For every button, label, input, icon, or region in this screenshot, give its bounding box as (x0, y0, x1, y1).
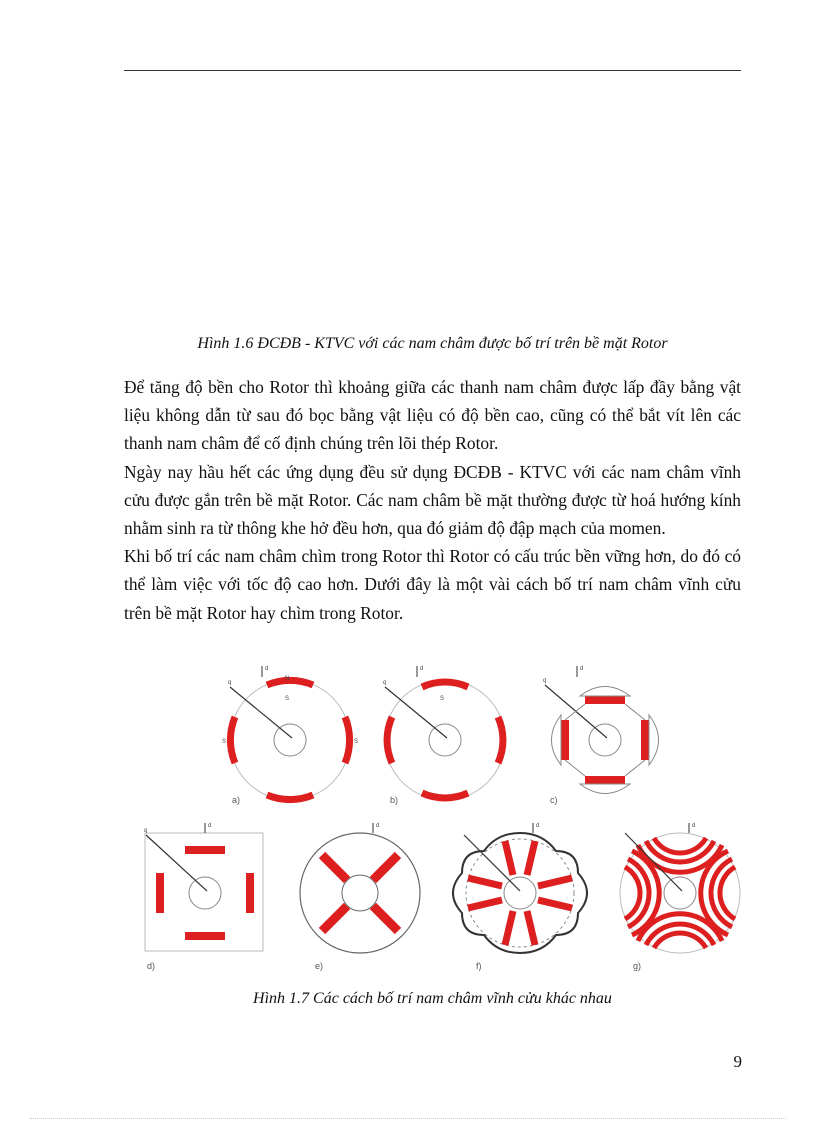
rotor-diagram-c (545, 666, 659, 794)
axis-q-label-c: q (543, 678, 547, 684)
sub-label-f: f) (476, 961, 482, 971)
pole-label-a-s: S (285, 696, 290, 702)
pole-label-a-n: N (285, 676, 290, 682)
footer-dotted-rule (30, 1118, 786, 1119)
sub-label-g: g) (633, 961, 642, 971)
rotor-diagram-a (230, 666, 350, 800)
rotor-diagram-d (145, 823, 263, 951)
axis-q-label-d: q (144, 828, 148, 834)
axis-d-label-a: d (265, 666, 269, 672)
body-text (124, 373, 741, 627)
rotor-diagram-f (453, 823, 587, 953)
header-rule (124, 70, 741, 71)
paragraph-3: Khi bố trí các nam châm chìm trong Rotor thì Rotor có cấu trúc bền vững hơn, do đó có thể làm việc với tốc độ cao hơn. Dưới đây là một vài cách bố trí nam châm vĩnh cửu trên bề mặt Rotor hay chìm trong Rotor. (124, 546, 741, 623)
axis-d-label-f: d (536, 823, 540, 829)
pole-label-b-s: S (440, 696, 445, 702)
figure-1-7-caption: Hình 1.7 Các cách bố trí nam châm vĩnh cửu khác nhau (253, 990, 612, 1007)
axis-q-label-a: q (228, 680, 232, 686)
axis-d-label-c: d (580, 666, 584, 672)
rotor-diagram-e (300, 823, 420, 953)
sub-label-b: b) (390, 795, 399, 805)
rotor-diagram-b (385, 666, 505, 800)
paragraph-2: Ngày nay hầu hết các ứng dụng đều sử dụng ĐCĐB - KTVC với các nam châm vĩnh cửu được gắn trên bề mặt Rotor. Các nam châm bề mặt thường được từ hoá hướng kính nhằm sinh ra từ thông khe hở đều hơn, qua đó giảm độ đập mạch của momen. (124, 461, 741, 539)
axis-d-label-g: d (692, 823, 696, 829)
page-number: 9 (733, 1052, 742, 1071)
pole-label-a-w: S (222, 739, 227, 745)
sub-label-a: a) (232, 795, 241, 805)
rotor-diagram-g (620, 823, 740, 953)
figure-1-7 (0, 655, 816, 985)
axis-d-label-b: d (420, 666, 424, 672)
paragraph-1: Để tăng độ bền cho Rotor thì khoảng giữa các thanh nam châm được lấp đầy bằng vật liệu không dẫn từ sau đó bọc bằng vật liệu có độ bền cao, cũng có thể bắt vít lên các thanh nam châm để cố định chúng trên lõi thép Rotor. (124, 377, 741, 454)
figure-1-6-caption: Hình 1.6 ĐCĐB - KTVC với các nam châm được bố trí trên bề mặt Rotor (197, 335, 668, 352)
sub-label-d: d) (147, 961, 156, 971)
pole-label-a-e: S (354, 739, 359, 745)
sub-label-e: e) (315, 961, 324, 971)
axis-q-label-b: q (383, 680, 387, 686)
axis-d-label-d: d (208, 823, 212, 829)
axis-d-label-e: d (376, 823, 380, 829)
sub-label-c: c) (550, 795, 558, 805)
